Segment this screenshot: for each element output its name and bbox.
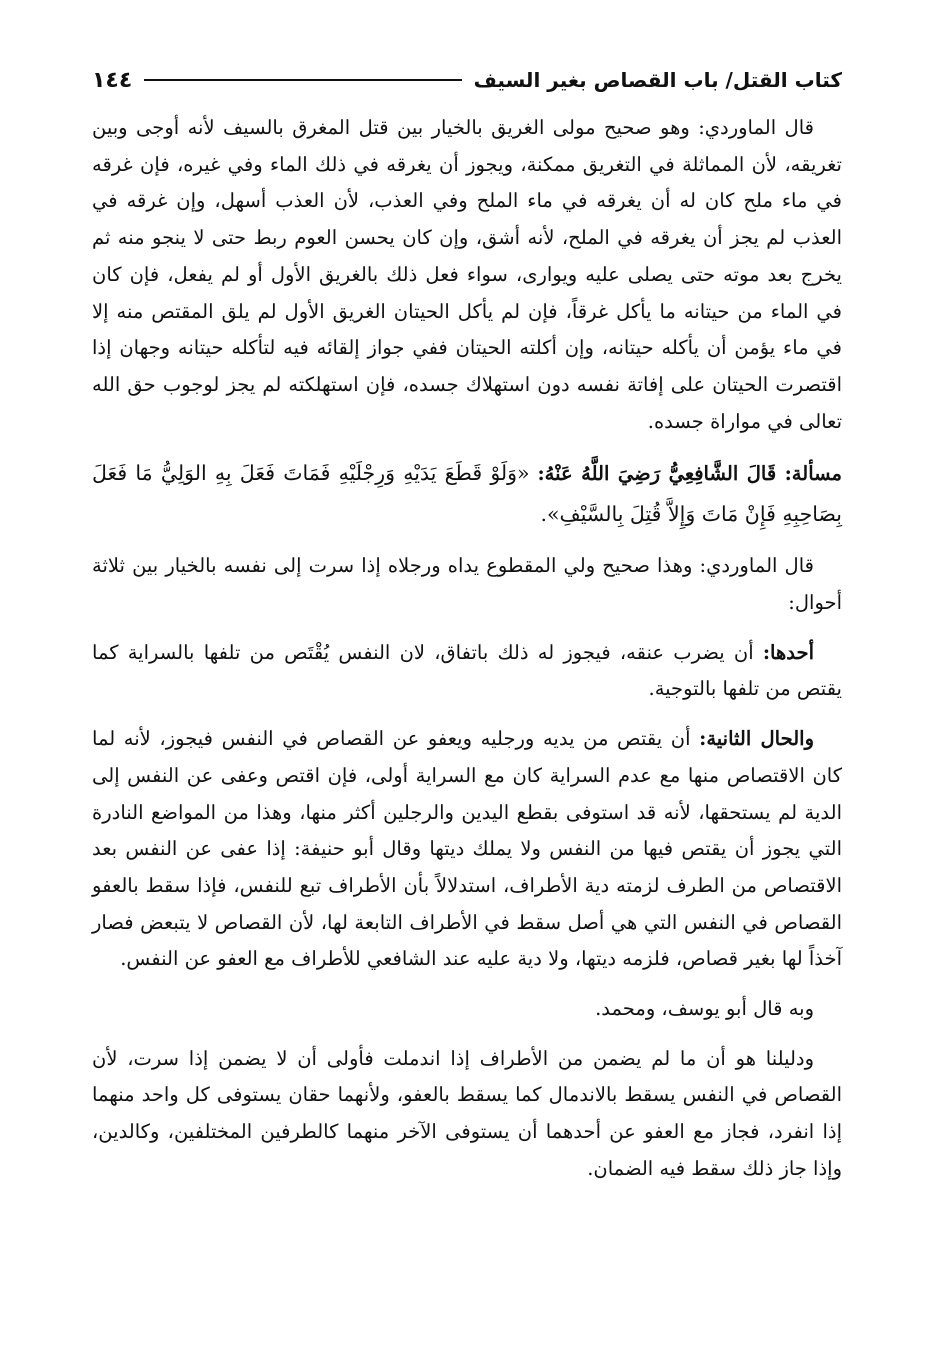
page-body xyxy=(92,110,842,1201)
header-rule xyxy=(144,79,461,81)
paragraph-text: أن يضرب عنقه، فيجوز له ذلك باتفاق، لان النفس يُقْتَص من تلفها بالسراية كما يقتص من تلفها بالتوجية. xyxy=(92,640,842,701)
paragraph-6 xyxy=(92,991,842,1028)
running-title: كتاب القتل/ باب القصاص بغير السيف xyxy=(473,68,842,92)
paragraph-1 xyxy=(92,110,842,440)
paragraph-masala xyxy=(92,453,842,535)
page-header xyxy=(92,62,842,98)
shafii-quote: «وَلَوْ قَطَعَ يَدَيْهِ وَرِجْلَيْهِ فَمَاتَ فَعَلَ بِهِ الوَلِيُّ مَا فَعَلَ بِصَاحِبِهِ فَإِنْ مَاتَ وَإِلاَّ قُتِلَ بِالسَّيْفِ». xyxy=(92,461,842,527)
paragraph-3 xyxy=(92,548,842,621)
paragraph-text: ودليلنا هو أن ما لم يضمن من الأطراف إذا اندملت فأولى أن لا يضمن إذا سرت، لأن القصاص في النفس يسقط بالاندمال كما يسقط بالعفو، ولأنهما حقان يستوفى كل واحد منهما إذا انفرد، فجاز مع العفو عن أحدهما أن يستوفى الآخر منهما كالطرفين المختلفين، وكالدين، وإذا جاز ذلك سقط فيه الضمان. xyxy=(92,1046,842,1180)
paragraph-4 xyxy=(92,635,842,708)
paragraph-text: أن يقتص من يديه ورجليه ويعفو عن القصاص في النفس فيجوز، لأنه لما كان الاقتصاص منها مع عدم السراية كان مع السراية أولى، فإن اقتص وعفى عن النفس إلى الدية لم يستحقها، لأنه قد استوفى بقطع اليدين والرجلين أكثر منها، وهذا من المواضع النادرة التي يجوز أن يقتص فيها من النفس ولا يملك ديتها وقال أبو حنيفة: إذا عفى عن النفس بعد الاقتصاص من الطرف لزمته دية الأطراف، استدلالاً بأن الأطراف تبع للنفس، فإذا سقط بالعفو القصاص في النفس التي هي أصل سقط في الأطراف التابعة لها، لأن القصاص لا يتبعض فصار آخذاً لها بغير قصاص، فلزمه ديتها، ولا دية عليه عند الشافعي للأطراف مع العفو عن النفس. xyxy=(92,727,842,971)
paragraph-5 xyxy=(92,721,842,978)
page-number: ١٤٤ xyxy=(92,67,133,93)
paragraph-text: قال الماوردي: وهو صحيح مولى الغريق بالخيار بين قتل المغرق بالسيف لأنه أوجى وبين تغريقه، لأن المماثلة في التغريق ممكنة، ويجوز أن يغرقه في ذلك الماء وفي غيره، فإن غرقه في ماء ملح كان له أن يغرقه في ماء الملح وفي العذب، لأن العذب أسهل، وإن غرقه في العذب لم يجز أن يغرقه في الملح، لأنه أشق، وإن كان يحسن العوم ربط حتى لا ينجو منه ثم يخرج بعد موته حتى يصلى عليه ويوارى، سواء فعل ذلك بالغريق الأول أو لم يفعل، فإن كان في الماء من حيتانه ما يأكل غرقاً، فإن لم يأكل الحيتان الغريق الأول لم يلق المقتص منه إلا في ماء يؤمن أن يأكله حيتانه، وإن أكلته الحيتان ففي جواز إلقائه فيه لتأكله حيتانه وجهان إذا اقتصرت الحيتان على إفاتة نفسه دون استهلاك جسده، فإن استهلكته لم يجز لوجوب حق الله تعالى في مواراة جسده. xyxy=(92,116,842,433)
masala-heading: مسألة: قَالَ الشَّافِعِيُّ رَضِيَ اللَّهُ عَنْهُ: xyxy=(537,462,842,486)
paragraph-text: وبه قال أبو يوسف، ومحمد. xyxy=(595,997,814,1021)
paragraph-lead: والحال الثانية: xyxy=(699,727,814,751)
paragraph-lead: أحدها: xyxy=(762,640,814,664)
paragraph-7 xyxy=(92,1041,842,1188)
paragraph-text: قال الماوردي: وهذا صحيح ولي المقطوع يداه ورجلاه إذا سرت إلى نفسه بالخيار بين ثلاثة أحوال: xyxy=(92,554,842,615)
